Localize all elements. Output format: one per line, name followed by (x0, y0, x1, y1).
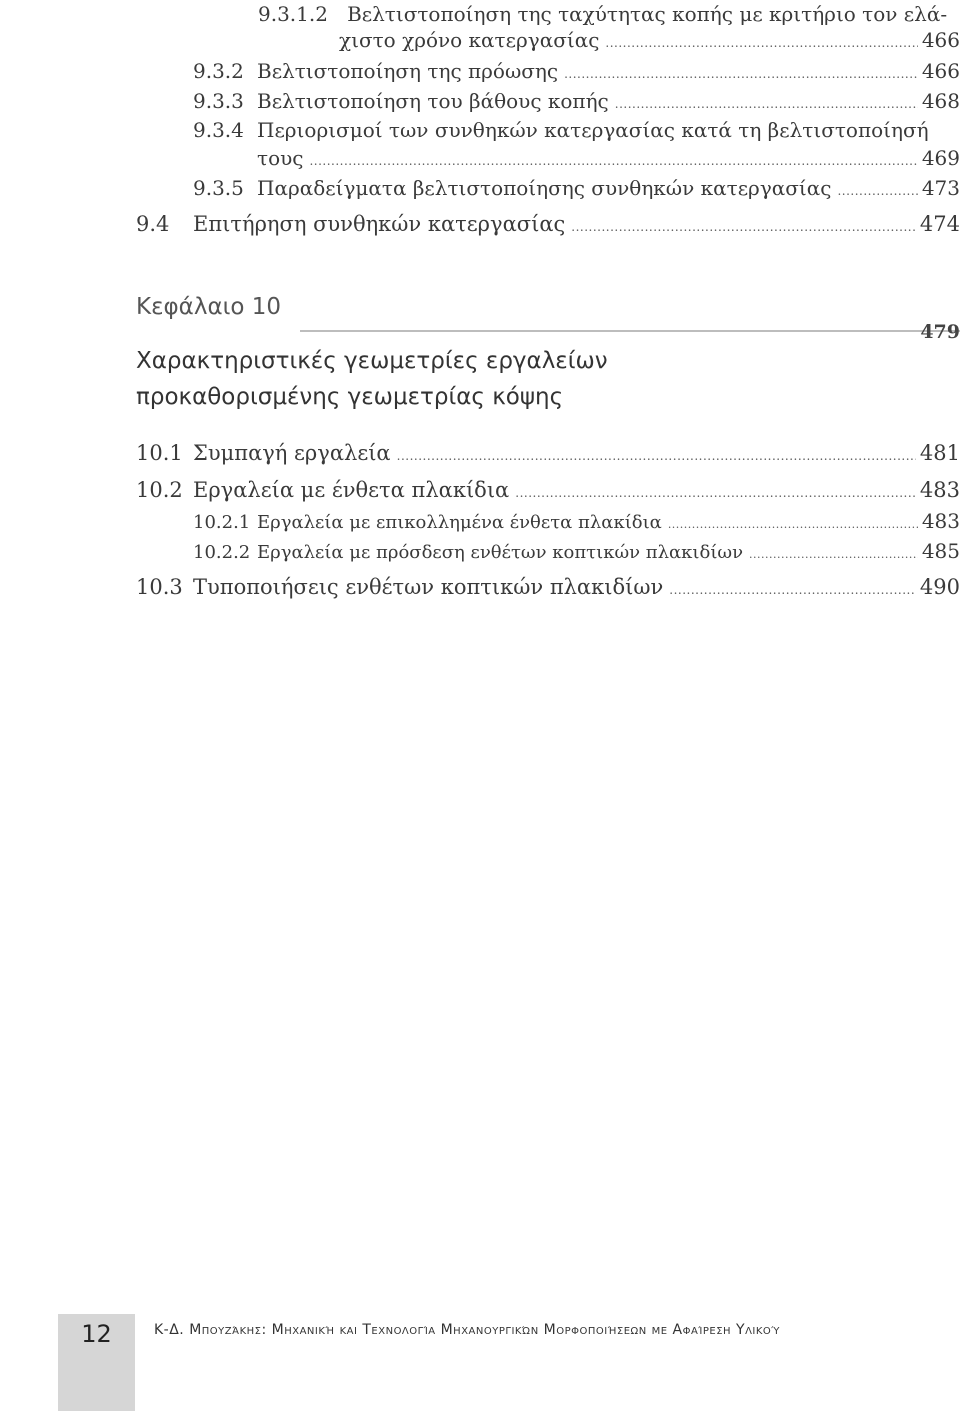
toc-entry-page: 481 (919, 441, 960, 465)
toc-entry-title: τους (257, 146, 304, 170)
toc-entry-9-3-1-2-line1 (258, 4, 947, 24)
toc-entry-10-1[interactable] (136, 443, 960, 464)
toc-entry-9-3-5[interactable] (193, 178, 960, 198)
toc-entry-page: 483 (919, 478, 960, 502)
toc-entry-9-3-1-2-line2[interactable] (339, 30, 960, 50)
toc-entry-page: 473 (921, 176, 960, 200)
chapter-divider (300, 330, 960, 332)
toc-entry-title: Εργαλεία με πρόσδεση ενθέτων κοπτικών πλακιδίων (257, 542, 744, 563)
toc-entry-number: 10.1 (136, 441, 183, 465)
toc-entry-number: 10.2 (136, 478, 183, 502)
chapter-label: Κεφάλαιο 10 (136, 294, 282, 320)
leader-dots (309, 155, 917, 167)
toc-entry-10-3[interactable] (136, 577, 960, 598)
running-footer: Κ-Δ. Μπουζάκης: Μηχανική και Τεχνολογία Μηχανουργικών Μορφοποιήσεων με Αφαίρεση Υλικού (154, 1322, 781, 1338)
toc-entry-10-2[interactable] (136, 480, 960, 501)
toc-entry-page: 469 (921, 146, 960, 170)
toc-entry-page: 468 (921, 89, 960, 113)
toc-entry-title: Περιορισμοί των συνθηκών κατεργασίας κατά τη βελτιστοποίησή (257, 118, 929, 142)
toc-entry-title: Παραδείγματα βελτιστοποίησης συνθηκών κατεργασίας (257, 176, 832, 200)
toc-entry-title: Επιτήρηση συνθηκών κατεργασίας (193, 212, 566, 236)
toc-entry-9-3-2[interactable] (193, 61, 960, 81)
toc-entry-page: 483 (921, 509, 960, 533)
toc-entry-title: χιστο χρόνο κατεργασίας (339, 28, 600, 52)
toc-entry-title: Συμπαγή εργαλεία (193, 441, 391, 465)
toc-entry-10-2-1[interactable] (193, 511, 960, 532)
leader-dots (749, 549, 918, 560)
toc-entry-number: 10.3 (136, 575, 183, 599)
toc-entry-title: Βελτιστοποίηση της ταχύτητας κοπής με κριτήριο τον ελά- (347, 2, 948, 26)
toc-entry-number: 9.3.3 (193, 89, 244, 113)
page-number: 12 (81, 1320, 112, 1348)
toc-entry-title: Εργαλεία με επικολλημένα ένθετα πλακίδια (257, 512, 662, 533)
leader-dots (564, 68, 918, 80)
leader-dots (571, 221, 916, 233)
leader-dots (668, 519, 918, 530)
toc-entry-9-3-3[interactable] (193, 91, 960, 111)
toc-entry-9-4[interactable] (136, 214, 960, 235)
chapter-title-line: Χαρακτηριστικές γεωμετρίες εργαλείων (136, 348, 608, 374)
toc-entry-9-3-4-line2[interactable] (257, 148, 960, 168)
leader-dots (397, 450, 916, 462)
toc-entry-page: 485 (921, 539, 960, 563)
toc-entry-number: 9.3.2 (193, 59, 244, 83)
toc-entry-number: 10.2.1 (193, 512, 251, 533)
chapter-title[interactable] (136, 343, 736, 415)
toc-entry-number: 10.2.2 (193, 542, 251, 563)
leader-dots (605, 37, 917, 49)
leader-dots (669, 584, 916, 596)
toc-entry-number: 9.3.5 (193, 176, 244, 200)
toc-entry-title: Βελτιστοποίηση του βάθους κοπής (257, 89, 609, 113)
chapter-title-line: προκαθορισμένης γεωμετρίας κόψης (136, 384, 564, 410)
toc-entry-title: Βελτιστοποίηση της πρόωσης (257, 59, 559, 83)
leader-dots (515, 487, 916, 499)
toc-entry-number: 9.4 (136, 212, 170, 236)
toc-entry-page: 466 (921, 28, 960, 52)
toc-entry-page: 474 (919, 212, 960, 236)
toc-entry-10-2-2[interactable] (193, 541, 960, 562)
toc-entry-page: 490 (919, 575, 960, 599)
toc-entry-title: Τυποποιήσεις ενθέτων κοπτικών πλακιδίων (193, 575, 664, 599)
toc-entry-number: 9.3.1.2 (258, 2, 328, 26)
toc-entry-page: 466 (921, 59, 960, 83)
chapter-page: 479 (920, 321, 960, 343)
toc-entry-number: 9.3.4 (193, 118, 244, 142)
toc-entry-9-3-4-line1 (193, 120, 929, 140)
leader-dots (615, 98, 918, 110)
toc-entry-title: Εργαλεία με ένθετα πλακίδια (193, 478, 510, 502)
leader-dots (837, 185, 917, 197)
